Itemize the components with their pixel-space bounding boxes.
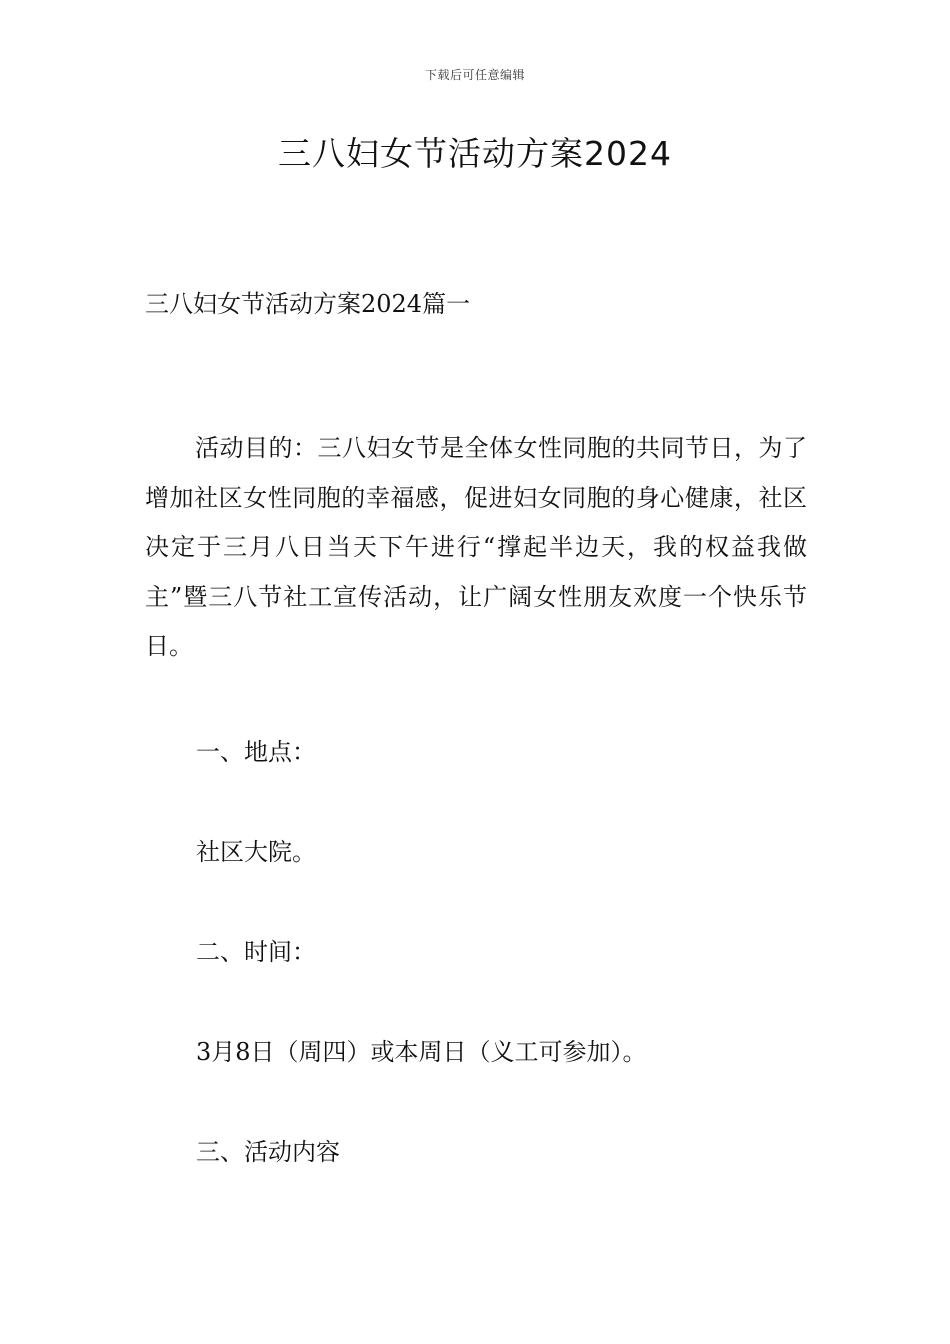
document-title: 三八妇女节活动方案2024: [278, 134, 672, 173]
location-heading: 一、地点：: [196, 738, 316, 766]
header-note: 下载后可任意编辑: [424, 68, 525, 82]
time-heading: 二、时间：: [196, 938, 316, 966]
section-heading: 三八妇女节活动方案2024篇一: [145, 290, 471, 318]
content-heading: 三、活动内容: [196, 1138, 340, 1166]
intro-paragraph: 活动目的：三八妇女节是全体女性同胞的共同节日，为了增加社区女性同胞的幸福感，促进妇女同胞的身心健康，社区决定于三月八日当天下午进行“撑起半边天，我的权益我做主”暨三八节社工宣传活动，让广阔女性朋友欢度一个快乐节日。: [145, 434, 807, 660]
time-text: 3月8日（周四）或本周日（义工可参加）。: [196, 1038, 647, 1066]
location-text: 社区大院。: [196, 838, 316, 866]
